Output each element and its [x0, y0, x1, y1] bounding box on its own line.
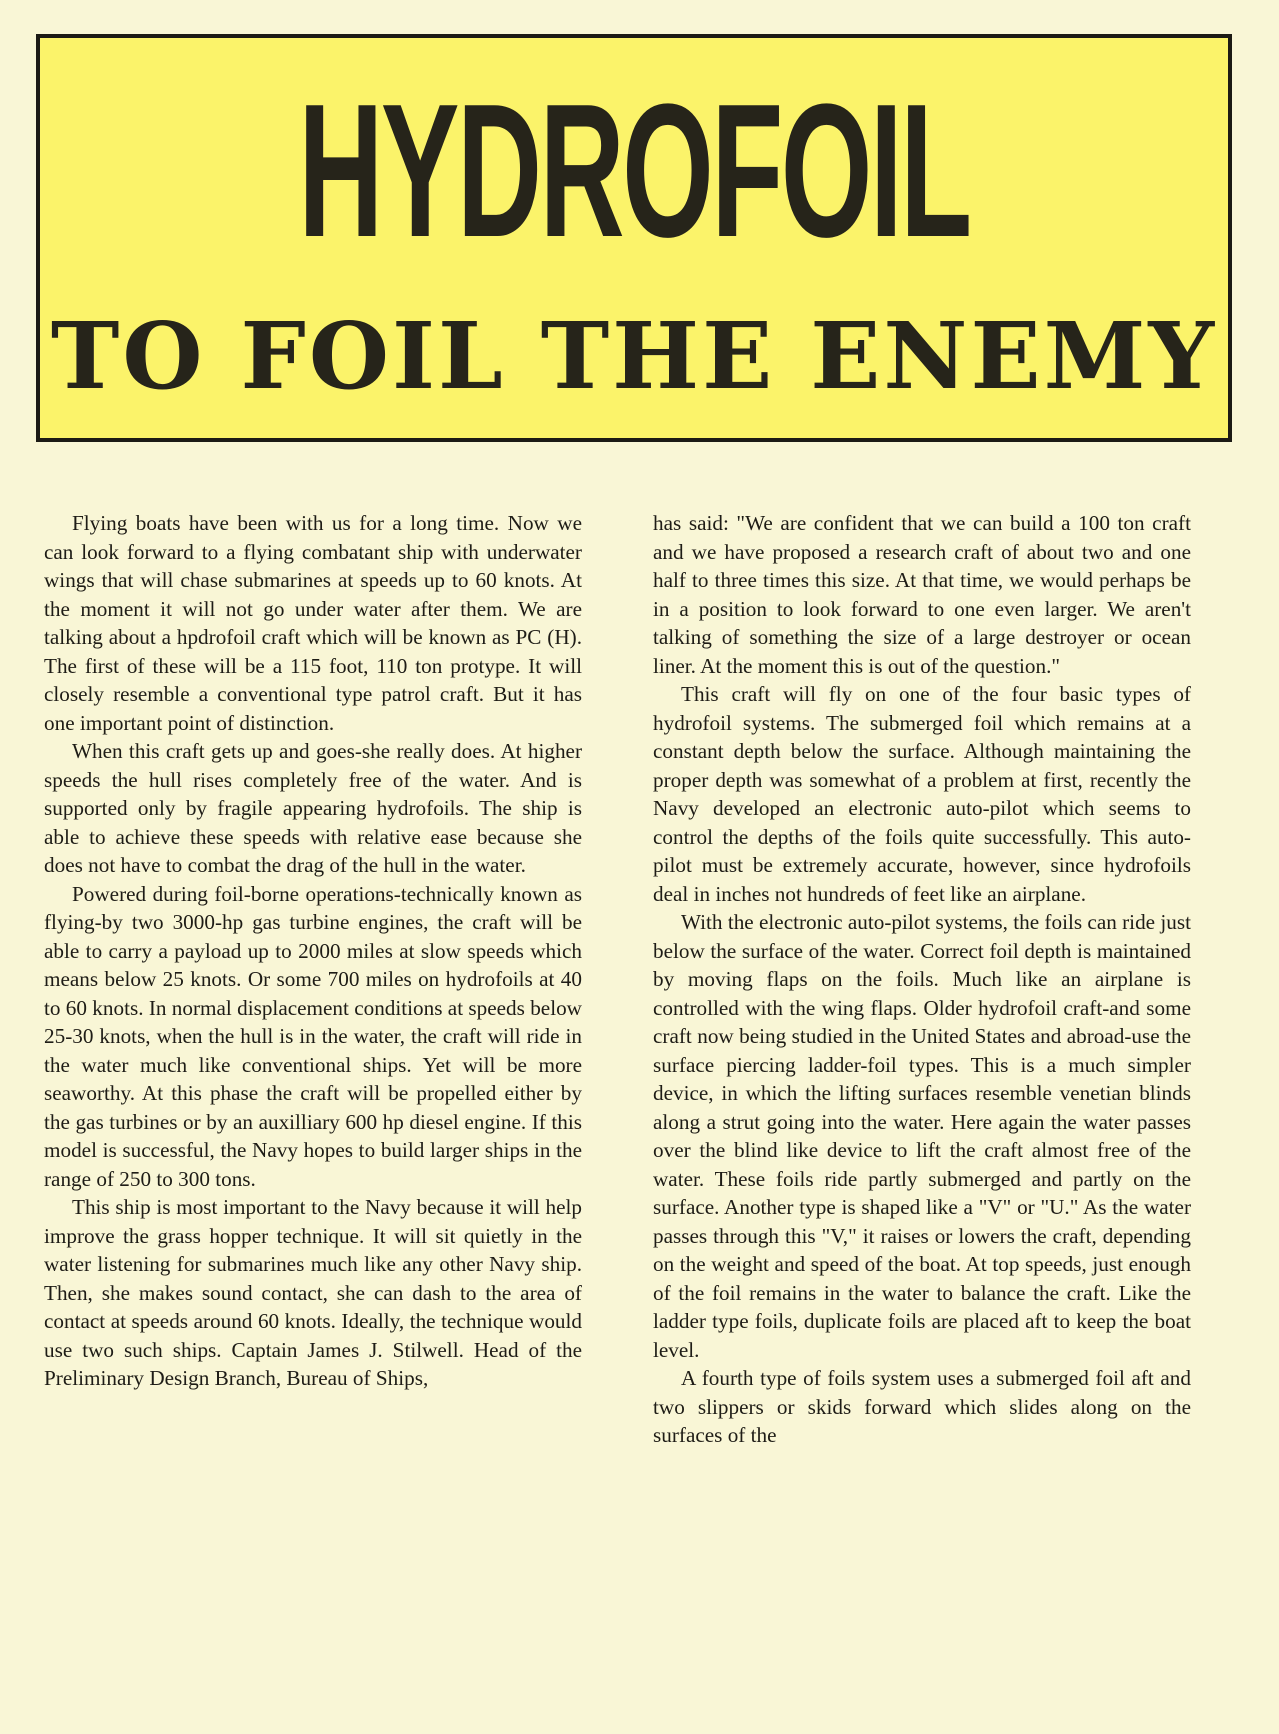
paragraph: Flying boats have been with us for a long time. Now we can look forward to a flying combatant ship with underwater wings that will chase submarines at speeds up to 60 knots. At the moment it will not go under water after them. We are talking about a hpdrofoil craft which will be known as PC (H). The first of these will be a 115 foot, 110 ton protype. It will closely resemble a conventional type patrol craft. But it has one important point of distinction.: [44, 511, 582, 735]
paragraph: When this craft gets up and goes-she really does. At higher speeds the hull rises completely free of the water. And is supported only by fragile appearing hydrofoils. The ship is able to achieve these speeds with relative ease because she does not have to combat the drag of the hull in the water.: [44, 739, 582, 877]
article-column-left: [44, 509, 582, 1393]
headline: HYDROFOIL: [298, 65, 970, 277]
article-column-right: [653, 509, 1191, 1450]
paragraph: A fourth type of foils system uses a submerged foil aft and two slippers or skids forward which slides along on the surfaces of the: [653, 1366, 1191, 1447]
subheadline: TO FOIL THE ENEMY: [50, 302, 1218, 410]
paragraph-continuation: has said: "We are confident that we can build a 100 ton craft and we have proposed a research craft of about two and one half to three times this size. At that time, we would perhaps be in a position to look forward to one even larger. We aren't talking of something the size of a large destroyer or ocean liner. At the moment this is out of the question.": [653, 511, 1191, 678]
title-banner: [36, 34, 1232, 442]
paragraph: This craft will fly on one of the four basic types of hydrofoil systems. The submerged foil which remains at a constant depth below the surface. Although maintaining the proper depth was somewhat of a problem at first, recently the Navy developed an electronic auto-pilot which seems to control the depths of the foils quite successfully. This auto-pilot must be extremely accurate, however, since hydrofoils deal in inches not hundreds of feet like an airplane.: [653, 682, 1191, 906]
paragraph: This ship is most important to the Navy because it will help improve the grass hopper technique. It will sit quietly in the water listening for submarines much like any other Navy ship. Then, she makes sound contact, she can dash to the area of contact at speeds around 60 knots. Ideally, the technique would use two such ships. Captain James J. Stilwell. Head of the Preliminary Design Branch, Bureau of Ships,: [44, 1195, 582, 1390]
paragraph: Powered during foil-borne operations-technically known as flying-by two 3000-hp gas turbine engines, the craft will be able to carry a payload up to 2000 miles at slow speeds which means below 25 knots. Or some 700 miles on hydrofoils at 40 to 60 knots. In normal displacement conditions at speeds below 25-30 knots, when the hull is in the water, the craft will ride in the water much like conventional ships. Yet will be more seaworthy. At this phase the craft will be propelled either by the gas turbines or by an auxilliary 600 hp diesel engine. If this model is successful, the Navy hopes to build larger ships in the range of 250 to 300 tons.: [44, 881, 582, 1191]
paragraph: With the electronic auto-pilot systems, the foils can ride just below the surface of the water. Correct foil depth is maintained by moving flaps on the foils. Much like an airplane is controlled with the wing flaps. Older hydrofoil craft-and some craft now being studied in the United States and abroad-use the surface piercing ladder-foil types. This is a much simpler device, in which the lifting surfaces resemble venetian blinds along a strut going into the water. Here again the water passes over the blind like device to lift the craft almost free of the water. These foils ride partly submerged and partly on the surface. Another type is shaped like a "V" or "U." As the water passes through this "V," it raises or lowers the craft, depending on the weight and speed of the boat. At top speeds, just enough of the foil remains in the water to balance the craft. Like the ladder type foils, duplicate foils are placed aft to keep the boat level.: [653, 910, 1191, 1362]
